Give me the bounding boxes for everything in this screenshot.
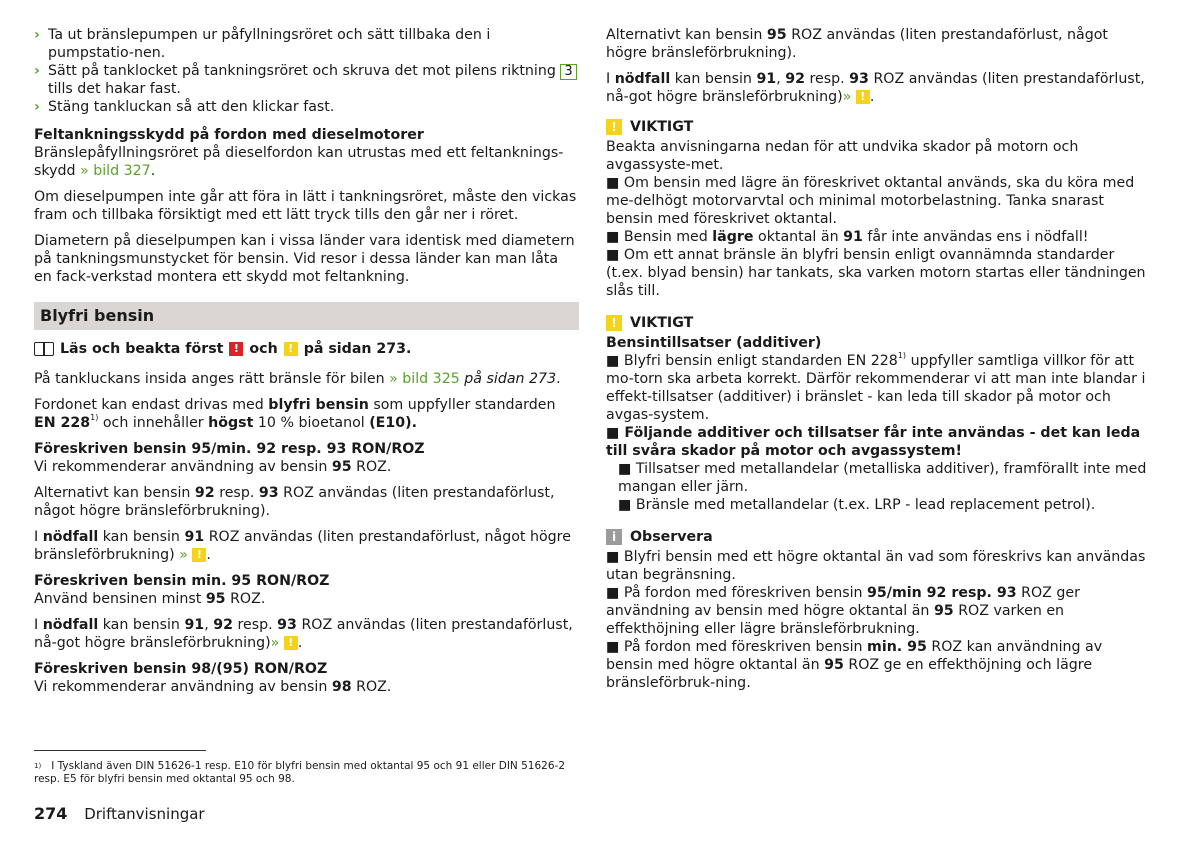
emergency-paragraph: I nödfall kan bensin 91 ROZ användas (liten prestandaförlust, något högre bränsleförbrukning) » ! .: [34, 529, 571, 563]
important-bullet: ■ Om ett annat bränsle än blyfri bensin enligt ovannämnda standarder (t.ex. blyad bensin) har tankats, ska varken motorn startas eller tändningen slås till.: [606, 247, 1146, 299]
important-subbullet: ■ Tillsatser med metallandelar (metalliska additiver), framförallt inte med mangan eller järn.: [618, 461, 1147, 495]
footnote: $^{1)}$ I Tyskland även DIN 51626-1 resp. E10 för blyfri bensin med oktantal 95 och 91 eller DIN 51626-2 resp. E5 för blyfri bensin med oktantal 95 och 98.: [34, 760, 565, 785]
recommend-paragraph: Vi rekommenderar användning av bensin 98 ROZ.: [34, 679, 392, 695]
link-arrow[interactable]: »: [179, 547, 188, 563]
left-column: [34, 26, 579, 704]
diesel-heading: Feltankningsskydd på fordon med dieselmotorer: [34, 127, 424, 143]
figure-link[interactable]: » bild 327: [80, 163, 151, 179]
book-icon: [34, 342, 54, 356]
recommend-paragraph: Vi rekommenderar användning av bensin 95 ROZ.: [34, 459, 392, 475]
fordonet-paragraph: Fordonet kan endast drivas med blyfri bensin som uppfyller standarden EN 228$^{1)}$ och innehåller högst 10 % bioetanol (E10).: [34, 397, 556, 431]
important-bullet: ■ Blyfri bensin enligt standarden EN 228$^{1)}$ uppfyller samtliga villkor för att mo-torn ska arbeta korrekt. Därför rekommenderar vi att man inte blandar i effekt-tillsatser (additiver) i bränslet - kan leda till skador på motor och avgas-system.: [606, 351, 1146, 423]
warning-red-icon: !: [229, 342, 243, 356]
note-bullet: ■ På fordon med föreskriven bensin 95/min 92 resp. 93 ROZ ger användning av bensin med högre oktantal än 95 ROZ varken en effekthöjning eller lägre bränsleförbrukning.: [606, 585, 1080, 637]
important-intro: Beakta anvisningarna nedan för att undvika skador på motorn och avgassyste-met.: [606, 139, 1079, 173]
step-arrow-icon: ›: [34, 27, 40, 43]
note-bullet: ■ På fordon med föreskriven bensin min. 95 ROZ kan användning av bensin med högre oktantal än 95 ROZ ge en effekthöjning och lägre bränsleförbruk-ning.: [606, 639, 1103, 691]
step-text: Stäng tankluckan så att den klickar fast.: [48, 99, 335, 115]
chapter-name: Driftanvisningar: [84, 805, 205, 823]
step-arrow-icon: ›: [34, 63, 40, 79]
info-icon: i: [606, 529, 622, 545]
warning-yellow-icon: !: [284, 342, 298, 356]
figure-link[interactable]: » bild 325: [389, 371, 460, 387]
warning-yellow-icon: !: [856, 90, 870, 104]
important-bullet: ■ Följande additiver och tillsatser får inte användas - det kan leda till svåra skador på motor och avgassystem!: [606, 425, 1141, 459]
step-item: [34, 62, 579, 98]
right-column: [606, 26, 1151, 692]
page-footer: [34, 805, 205, 823]
use-paragraph: Använd bensinen minst 95 ROZ.: [34, 591, 266, 607]
diesel-paragraph: Bränslepåfyllningsröret på dieselfordon kan utrustas med ett feltanknings-skydd » bild 327.: [34, 145, 564, 179]
diesel-paragraph: Om dieselpumpen inte går att föra in lätt i tankningsröret, måste den vickas fram och tillbaka försiktigt med ett lätt tryck tills den går ner i röret.: [34, 189, 577, 223]
alternative-paragraph: Alternativt kan bensin 92 resp. 93 ROZ användas (liten prestandaförlust, något högre bränsleförbrukning).: [34, 485, 555, 519]
note-heading: i Observera: [606, 528, 1151, 546]
warning-yellow-icon: !: [192, 548, 206, 562]
step-text: Sätt på tanklocket på tankningsröret och skruva det mot pilens riktning: [48, 63, 556, 79]
step-item: [34, 26, 579, 62]
warning-yellow-icon: !: [284, 636, 298, 650]
important-heading: ! VIKTIGT: [606, 314, 1151, 332]
subheading: Föreskriven bensin min. 95 RON/ROZ: [34, 573, 330, 589]
warning-icon: !: [606, 315, 622, 331]
important-bullet: ■ Om bensin med lägre än föreskrivet oktantal används, ska du köra med me-delhögt motorvarvtal och minimal motorbelastning. Tanka snarast bensin med föreskrivet oktantal.: [606, 175, 1135, 227]
tank-paragraph: På tankluckans insida anges rätt bränsle för bilen » bild 325 på sidan 273.: [34, 371, 561, 387]
note-bullet: ■ Blyfri bensin med ett högre oktantal än vad som föreskrivs kan användas utan begränsning.: [606, 549, 1146, 583]
figure-ref-badge[interactable]: 3: [560, 64, 576, 80]
step-item: [34, 98, 579, 116]
step-text: Ta ut bränslepumpen ur påfyllningsröret och sätt tillbaka den i pumpstatio-nen.: [48, 27, 491, 61]
alternative-paragraph: Alternativt kan bensin 95 ROZ användas (liten prestandaförlust, något högre bränsleförbrukning).: [606, 27, 1108, 61]
important-subbullet: ■ Bränsle med metallandelar (t.ex. LRP - lead replacement petrol).: [618, 497, 1096, 513]
page-number: 274: [34, 804, 68, 823]
subheading: Föreskriven bensin 95/min. 92 resp. 93 RON/ROZ: [34, 441, 425, 457]
emergency-paragraph: I nödfall kan bensin 91, 92 resp. 93 ROZ användas (liten prestandaförlust, nå-got högre bränsleförbrukning)» ! .: [34, 617, 573, 651]
step-text: tills det hakar fast.: [48, 81, 181, 97]
link-arrow[interactable]: »: [842, 89, 852, 105]
footnote-divider: [34, 750, 206, 751]
warning-icon: !: [606, 119, 622, 135]
link-arrow[interactable]: »: [270, 635, 280, 651]
step-arrow-icon: ›: [34, 99, 40, 115]
section-title: Blyfri bensin: [34, 302, 579, 330]
important-heading: ! VIKTIGT: [606, 118, 1151, 136]
emergency-paragraph: I nödfall kan bensin 91, 92 resp. 93 ROZ användas (liten prestandaförlust, nå-got högre bränsleförbrukning)» ! .: [606, 71, 1145, 105]
important-bullet: ■ Bensin med lägre oktantal än 91 får inte användas ens i nödfall!: [606, 229, 1089, 245]
important-subheading: Bensintillsatser (additiver): [606, 335, 822, 351]
read-first-line: Läs och beakta först ! och ! på sidan 273.: [34, 340, 579, 358]
subheading: Föreskriven bensin 98/(95) RON/ROZ: [34, 661, 328, 677]
diesel-paragraph: Diametern på dieselpumpen kan i vissa länder vara identisk med diametern på tankningsmunstycket för bensin. Vid resor i dessa länder kan man låta en fack-verkstad montera ett skydd mot feltankning.: [34, 233, 575, 285]
